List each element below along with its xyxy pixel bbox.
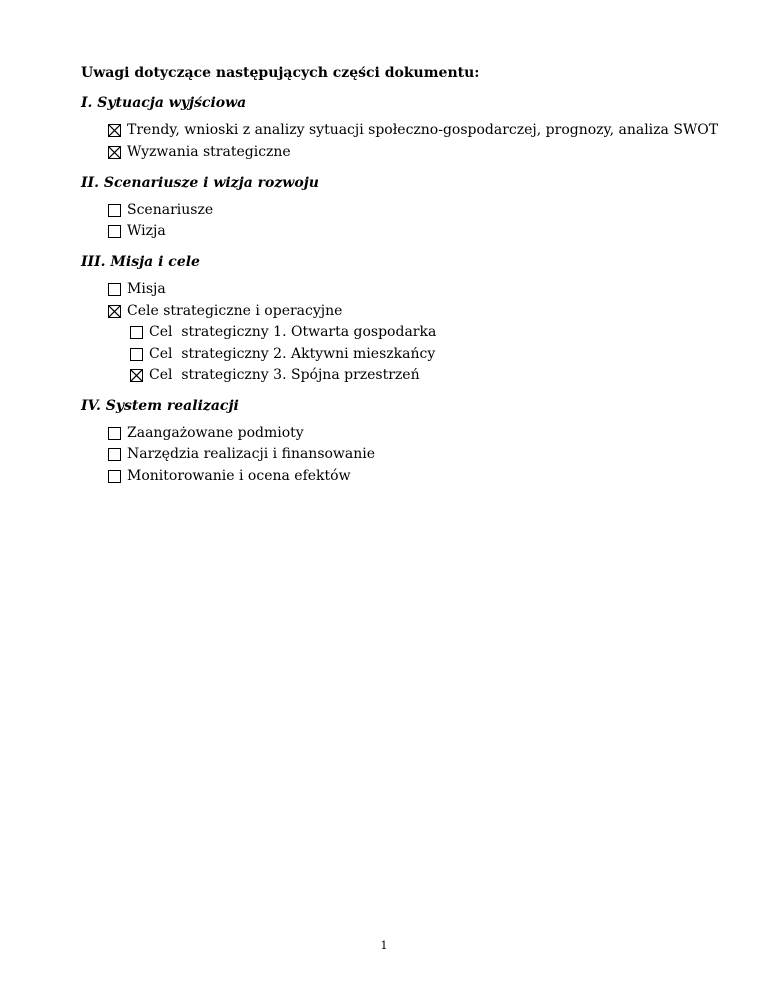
checkbox-checked[interactable]	[130, 369, 143, 382]
checkbox-item-cel-1[interactable]	[130, 323, 436, 341]
checkbox-item-podmioty[interactable]	[108, 424, 304, 442]
section-heading-misja: III. Misja i cele	[81, 254, 200, 270]
page-number: 1	[380, 939, 388, 952]
checkbox-unchecked[interactable]	[108, 204, 121, 217]
checkbox-item-monitorowanie[interactable]	[108, 467, 351, 485]
checkbox-label: Narzędzia realizacji i finansowanie	[127, 446, 376, 462]
checkbox-unchecked[interactable]	[108, 225, 121, 238]
checkbox-label: Wyzwania strategiczne	[127, 144, 291, 160]
document-title: Uwagi dotyczące następujących części dokumentu:	[81, 65, 480, 81]
checkbox-item-scenariusze[interactable]	[108, 201, 213, 219]
checkbox-label: Cele strategiczne i operacyjne	[127, 303, 343, 319]
checkbox-item-cele[interactable]	[108, 302, 342, 320]
checkbox-checked[interactable]	[108, 146, 121, 159]
checkbox-unchecked[interactable]	[130, 348, 143, 361]
checkbox-item-cel-3[interactable]	[130, 366, 420, 384]
checkbox-label: Cel strategiczny 3. Spójna przestrzeń	[149, 367, 420, 383]
checkbox-checked[interactable]	[108, 305, 121, 318]
checkbox-item-cel-2[interactable]	[130, 345, 435, 363]
checkbox-checked[interactable]	[108, 124, 121, 137]
checkbox-unchecked[interactable]	[108, 448, 121, 461]
checkbox-label: Cel strategiczny 2. Aktywni mieszkańcy	[149, 346, 436, 362]
checkbox-item-misja[interactable]	[108, 280, 166, 298]
checkbox-label: Misja	[127, 281, 166, 297]
checkbox-item-wizja[interactable]	[108, 222, 166, 240]
checkbox-item-wyzwania[interactable]	[108, 143, 291, 161]
checkbox-unchecked[interactable]	[108, 427, 121, 440]
checkbox-label: Cel strategiczny 1. Otwarta gospodarka	[149, 324, 437, 340]
checkbox-unchecked[interactable]	[108, 470, 121, 483]
checkbox-unchecked[interactable]	[108, 283, 121, 296]
checkbox-item-trendy[interactable]	[108, 121, 718, 139]
checkbox-label: Wizja	[127, 223, 166, 239]
checkbox-label: Scenariusze	[127, 202, 214, 218]
checkbox-label: Monitorowanie i ocena efektów	[127, 468, 351, 484]
section-heading-scenariusze: II. Scenariusze i wizja rozwoju	[81, 175, 319, 191]
section-heading-system: IV. System realizacji	[81, 398, 239, 414]
checkbox-item-narzedzia[interactable]	[108, 445, 375, 463]
section-heading-sytuacja: I. Sytuacja wyjściowa	[81, 95, 247, 111]
checkbox-unchecked[interactable]	[130, 326, 143, 339]
checkbox-label: Zaangażowane podmioty	[127, 425, 304, 441]
checkbox-label: Trendy, wnioski z analizy sytuacji społeczno-gospodarczej, prognozy, analiza SWOT	[127, 122, 719, 138]
